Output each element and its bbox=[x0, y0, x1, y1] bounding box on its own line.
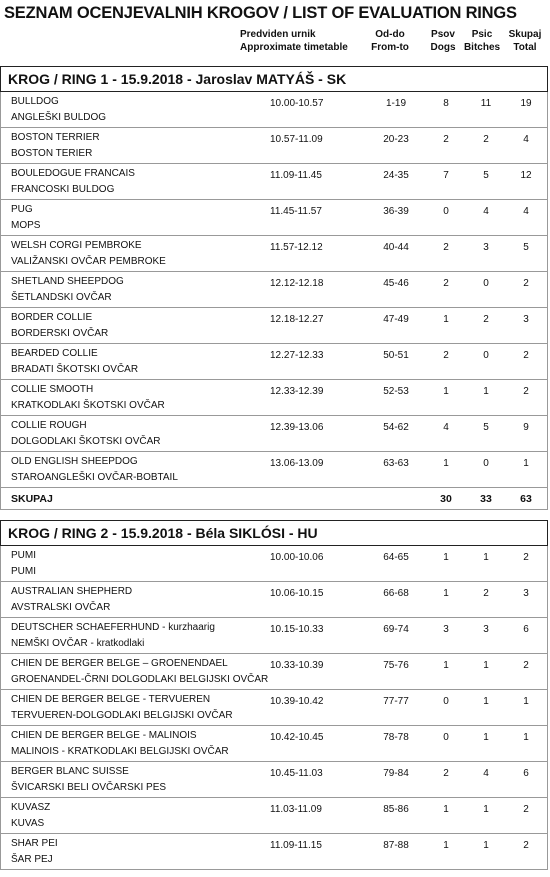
breed-total: 2 bbox=[523, 660, 529, 671]
breed-local-name: KUVAS bbox=[11, 818, 45, 829]
breed-dogs: 1 bbox=[443, 840, 449, 851]
breed-total: 12 bbox=[520, 170, 532, 181]
ring-2-row-shar-pei bbox=[0, 834, 548, 870]
breed-local-name: ŠVICARSKI BELI OVČARSKI PES bbox=[11, 782, 167, 793]
ring-2-row-pumi bbox=[0, 546, 548, 582]
breed-local-name: GROENANDEL-ČRNI DOLGODLAKI BELGIJSKI OVČAR bbox=[11, 674, 269, 685]
breed-local-name: KRATKODLAKI ŠKOTSKI OVČAR bbox=[11, 400, 165, 411]
breed-total: 2 bbox=[523, 552, 529, 563]
breed-range: 87-88 bbox=[383, 840, 409, 851]
breed-total: 3 bbox=[523, 588, 529, 599]
breed-range: 45-46 bbox=[383, 278, 409, 289]
breed-time: 10.00-10.06 bbox=[270, 552, 324, 563]
breed-dogs: 7 bbox=[443, 170, 449, 181]
breed-local-name: BOSTON TERIER bbox=[11, 148, 93, 159]
breed-name: SHETLAND SHEEPDOG bbox=[11, 276, 124, 287]
breed-total: 3 bbox=[523, 314, 529, 325]
breed-local-name: TERVUEREN-DOLGODLAKI BELGIJSKI OVČAR bbox=[11, 710, 233, 721]
ring-2-row-kuvasz bbox=[0, 798, 548, 834]
ring-1-row-welsh-corgi bbox=[0, 236, 548, 272]
breed-name: BOULEDOGUE FRANCAIS bbox=[11, 168, 135, 179]
breed-name: CHIEN DE BERGER BELGE – GROENENDAEL bbox=[11, 658, 228, 669]
breed-local-name: ŠAR PEJ bbox=[11, 854, 53, 865]
ring-2-row-tervueren bbox=[0, 690, 548, 726]
breed-local-name: BRADATI ŠKOTSKI OVČAR bbox=[11, 364, 139, 375]
breed-dogs: 0 bbox=[443, 696, 449, 707]
breed-name: BOSTON TERRIER bbox=[11, 132, 100, 143]
ring-1-row-collie-rough bbox=[0, 416, 548, 452]
ring-2-row-deutscher-schaeferhund bbox=[0, 618, 548, 654]
breed-range: 54-62 bbox=[383, 422, 409, 433]
breed-name: CHIEN DE BERGER BELGE - TERVUEREN bbox=[11, 694, 211, 705]
breed-total: 6 bbox=[523, 768, 529, 779]
breed-local-name: STAROANGLEŠKI OVČAR-BOBTAIL bbox=[11, 472, 178, 483]
ring-1-row-bulldog bbox=[0, 92, 548, 128]
breed-time: 11.45-11.57 bbox=[270, 206, 322, 217]
ring-1-row-border-collie bbox=[0, 308, 548, 344]
breed-name: DEUTSCHER SCHAEFERHUND - kurzhaarig bbox=[11, 622, 215, 633]
breed-name: WELSH CORGI PEMBROKE bbox=[11, 240, 142, 251]
breed-dogs: 2 bbox=[443, 278, 449, 289]
column-header-dogs bbox=[423, 29, 463, 54]
breed-range: 66-68 bbox=[383, 588, 409, 599]
breed-local-name: ANGLEŠKI BULDOG bbox=[11, 112, 107, 123]
breed-local-name: MOPS bbox=[11, 220, 41, 231]
breed-bitches: 1 bbox=[483, 386, 489, 397]
breed-range: 69-74 bbox=[383, 624, 409, 635]
breed-total: 1 bbox=[523, 696, 529, 707]
breed-total: 2 bbox=[523, 278, 529, 289]
breed-time: 10.42-10.45 bbox=[270, 732, 324, 743]
breed-total: 2 bbox=[523, 840, 529, 851]
breed-bitches: 5 bbox=[483, 422, 489, 433]
document-title: SEZNAM OCENJEVALNIH KROGOV / LIST OF EVALUATION RINGS bbox=[4, 4, 517, 22]
breed-range: 20-23 bbox=[383, 134, 409, 145]
breed-total: 6 bbox=[523, 624, 529, 635]
breed-time: 10.45-11.03 bbox=[270, 768, 323, 779]
breed-bitches: 1 bbox=[483, 840, 489, 851]
breed-time: 10.15-10.33 bbox=[270, 624, 324, 635]
breed-dogs: 1 bbox=[443, 804, 449, 815]
summary-dogs: 30 bbox=[440, 493, 452, 505]
breed-dogs: 1 bbox=[443, 314, 449, 325]
breed-range: 52-53 bbox=[383, 386, 409, 397]
ring-1-row-shetland-sheepdog bbox=[0, 272, 548, 308]
column-header-timetable-en: Approximate timetable bbox=[240, 41, 348, 53]
breed-name: PUG bbox=[11, 204, 33, 215]
breed-dogs: 0 bbox=[443, 206, 449, 217]
breed-time: 13.06-13.09 bbox=[270, 458, 324, 469]
ring-2-row-malinois bbox=[0, 726, 548, 762]
breed-bitches: 1 bbox=[483, 732, 489, 743]
breed-total: 2 bbox=[523, 350, 529, 361]
breed-dogs: 3 bbox=[443, 624, 449, 635]
breed-range: 47-49 bbox=[383, 314, 409, 325]
breed-dogs: 2 bbox=[443, 242, 449, 253]
ring-1-summary-row bbox=[0, 488, 548, 510]
breed-bitches: 1 bbox=[483, 804, 489, 815]
ring-1-row-collie-smooth bbox=[0, 380, 548, 416]
column-header-timetable bbox=[240, 29, 360, 54]
breed-dogs: 1 bbox=[443, 660, 449, 671]
breed-range: 63-63 bbox=[383, 458, 409, 469]
column-header-dogs-en: Dogs bbox=[430, 41, 456, 53]
breed-time: 10.39-10.42 bbox=[270, 696, 324, 707]
breed-local-name: PUMI bbox=[11, 566, 36, 577]
breed-time: 11.09-11.45 bbox=[270, 170, 322, 181]
breed-name: COLLIE ROUGH bbox=[11, 420, 87, 431]
breed-bitches: 0 bbox=[483, 458, 489, 469]
breed-dogs: 2 bbox=[443, 768, 449, 779]
column-header-range-sl: Od-do bbox=[375, 29, 405, 40]
breed-bitches: 1 bbox=[483, 660, 489, 671]
breed-range: 50-51 bbox=[383, 350, 409, 361]
column-header-timetable-sl: Predviden urnik bbox=[240, 29, 316, 40]
breed-time: 10.06-10.15 bbox=[270, 588, 324, 599]
breed-bitches: 2 bbox=[483, 588, 489, 599]
breed-bitches: 3 bbox=[483, 242, 489, 253]
breed-time: 12.18-12.27 bbox=[270, 314, 324, 325]
column-header-total bbox=[503, 29, 547, 54]
breed-time: 12.33-12.39 bbox=[270, 386, 324, 397]
breed-range: 85-86 bbox=[383, 804, 409, 815]
breed-time: 12.27-12.33 bbox=[270, 350, 324, 361]
breed-range: 75-76 bbox=[383, 660, 409, 671]
ring-2-row-groenendael bbox=[0, 654, 548, 690]
ring-1-row-old-english-sheepdog bbox=[0, 452, 548, 488]
breed-name: SHAR PEI bbox=[11, 838, 58, 849]
breed-dogs: 1 bbox=[443, 458, 449, 469]
breed-bitches: 1 bbox=[483, 552, 489, 563]
column-header-range-en: From-to bbox=[371, 41, 409, 53]
breed-name: COLLIE SMOOTH bbox=[11, 384, 94, 395]
breed-total: 1 bbox=[523, 732, 529, 743]
breed-bitches: 4 bbox=[483, 768, 489, 779]
breed-name: AUSTRALIAN SHEPHERD bbox=[11, 586, 133, 597]
breed-dogs: 8 bbox=[443, 98, 449, 109]
breed-time: 11.03-11.09 bbox=[270, 804, 322, 815]
ring-2-header: KROG / RING 2 - 15.9.2018 - Béla SIKLÓSI - HU bbox=[0, 520, 548, 546]
breed-range: 40-44 bbox=[383, 242, 409, 253]
breed-time: 10.00-10.57 bbox=[270, 98, 324, 109]
summary-label: SKUPAJ bbox=[11, 493, 53, 505]
breed-time: 11.09-11.15 bbox=[270, 840, 322, 851]
summary-total: 63 bbox=[520, 493, 532, 505]
column-header-dogs-sl: Psov bbox=[431, 29, 455, 40]
breed-bitches: 2 bbox=[483, 314, 489, 325]
breed-total: 2 bbox=[523, 804, 529, 815]
breed-time: 11.57-12.12 bbox=[270, 242, 323, 253]
breed-bitches: 1 bbox=[483, 696, 489, 707]
ring-1-header: KROG / RING 1 - 15.9.2018 - Jaroslav MATYÁŠ - SK bbox=[0, 66, 548, 92]
breed-name: BEARDED COLLIE bbox=[11, 348, 98, 359]
breed-range: 1-19 bbox=[385, 98, 406, 109]
breed-local-name: DOLGODLAKI ŠKOTSKI OVČAR bbox=[11, 436, 161, 447]
breed-dogs: 2 bbox=[443, 134, 449, 145]
breed-range: 24-35 bbox=[383, 170, 409, 181]
column-header-total-sl: Skupaj bbox=[508, 29, 542, 40]
breed-local-name: BORDERSKI OVČAR bbox=[11, 328, 109, 339]
breed-local-name: ŠETLANDSKI OVČAR bbox=[11, 292, 112, 303]
breed-dogs: 1 bbox=[443, 588, 449, 599]
breed-time: 12.39-13.06 bbox=[270, 422, 324, 433]
breed-bitches: 2 bbox=[483, 134, 489, 145]
ring-1-row-bouledogue-francais bbox=[0, 164, 548, 200]
breed-total: 5 bbox=[523, 242, 529, 253]
breed-name: BULLDOG bbox=[11, 96, 59, 107]
breed-local-name: MALINOIS - KRATKODLAKI BELGIJSKI OVČAR bbox=[11, 746, 229, 757]
breed-total: 1 bbox=[523, 458, 529, 469]
breed-dogs: 2 bbox=[443, 350, 449, 361]
breed-time: 10.57-11.09 bbox=[270, 134, 323, 145]
breed-name: BORDER COLLIE bbox=[11, 312, 93, 323]
breed-bitches: 5 bbox=[483, 170, 489, 181]
breed-name: CHIEN DE BERGER BELGE - MALINOIS bbox=[11, 730, 197, 741]
ring-1-row-boston-terrier bbox=[0, 128, 548, 164]
ring-1-row-bearded-collie bbox=[0, 344, 548, 380]
column-header-range bbox=[360, 29, 420, 54]
breed-local-name: FRANCOSKI BULDOG bbox=[11, 184, 115, 195]
breed-total: 4 bbox=[523, 206, 529, 217]
ring-1-row-pug bbox=[0, 200, 548, 236]
column-header-total-en: Total bbox=[513, 41, 537, 53]
breed-local-name: NEMŠKI OVČAR - kratkodlaki bbox=[11, 638, 145, 649]
breed-bitches: 11 bbox=[480, 98, 492, 109]
breed-range: 36-39 bbox=[383, 206, 409, 217]
breed-range: 78-78 bbox=[383, 732, 409, 743]
breed-dogs: 1 bbox=[443, 552, 449, 563]
breed-bitches: 4 bbox=[483, 206, 489, 217]
column-header-bitches bbox=[462, 29, 502, 54]
breed-bitches: 0 bbox=[483, 278, 489, 289]
breed-dogs: 0 bbox=[443, 732, 449, 743]
breed-range: 64-65 bbox=[383, 552, 409, 563]
breed-total: 19 bbox=[520, 98, 532, 109]
breed-bitches: 0 bbox=[483, 350, 489, 361]
breed-name: BERGER BLANC SUISSE bbox=[11, 766, 129, 777]
breed-total: 4 bbox=[523, 134, 529, 145]
breed-range: 79-84 bbox=[383, 768, 409, 779]
breed-total: 9 bbox=[523, 422, 529, 433]
column-header-bitches-en: Bitches bbox=[463, 41, 501, 53]
summary-bitches: 33 bbox=[480, 493, 492, 505]
column-header-bitches-sl: Psic bbox=[471, 29, 493, 40]
breed-local-name: AVSTRALSKI OVČAR bbox=[11, 602, 111, 613]
breed-time: 12.12-12.18 bbox=[270, 278, 324, 289]
breed-name: OLD ENGLISH SHEEPDOG bbox=[11, 456, 138, 467]
ring-2-row-berger-blanc-suisse bbox=[0, 762, 548, 798]
breed-total: 2 bbox=[523, 386, 529, 397]
ring-2-row-australian-shepherd bbox=[0, 582, 548, 618]
breed-range: 77-77 bbox=[383, 696, 409, 707]
breed-time: 10.33-10.39 bbox=[270, 660, 324, 671]
breed-dogs: 4 bbox=[443, 422, 449, 433]
breed-dogs: 1 bbox=[443, 386, 449, 397]
breed-name: PUMI bbox=[11, 550, 36, 561]
breed-local-name: VALIŽANSKI OVČAR PEMBROKE bbox=[11, 256, 166, 267]
breed-name: KUVASZ bbox=[11, 802, 51, 813]
breed-bitches: 3 bbox=[483, 624, 489, 635]
